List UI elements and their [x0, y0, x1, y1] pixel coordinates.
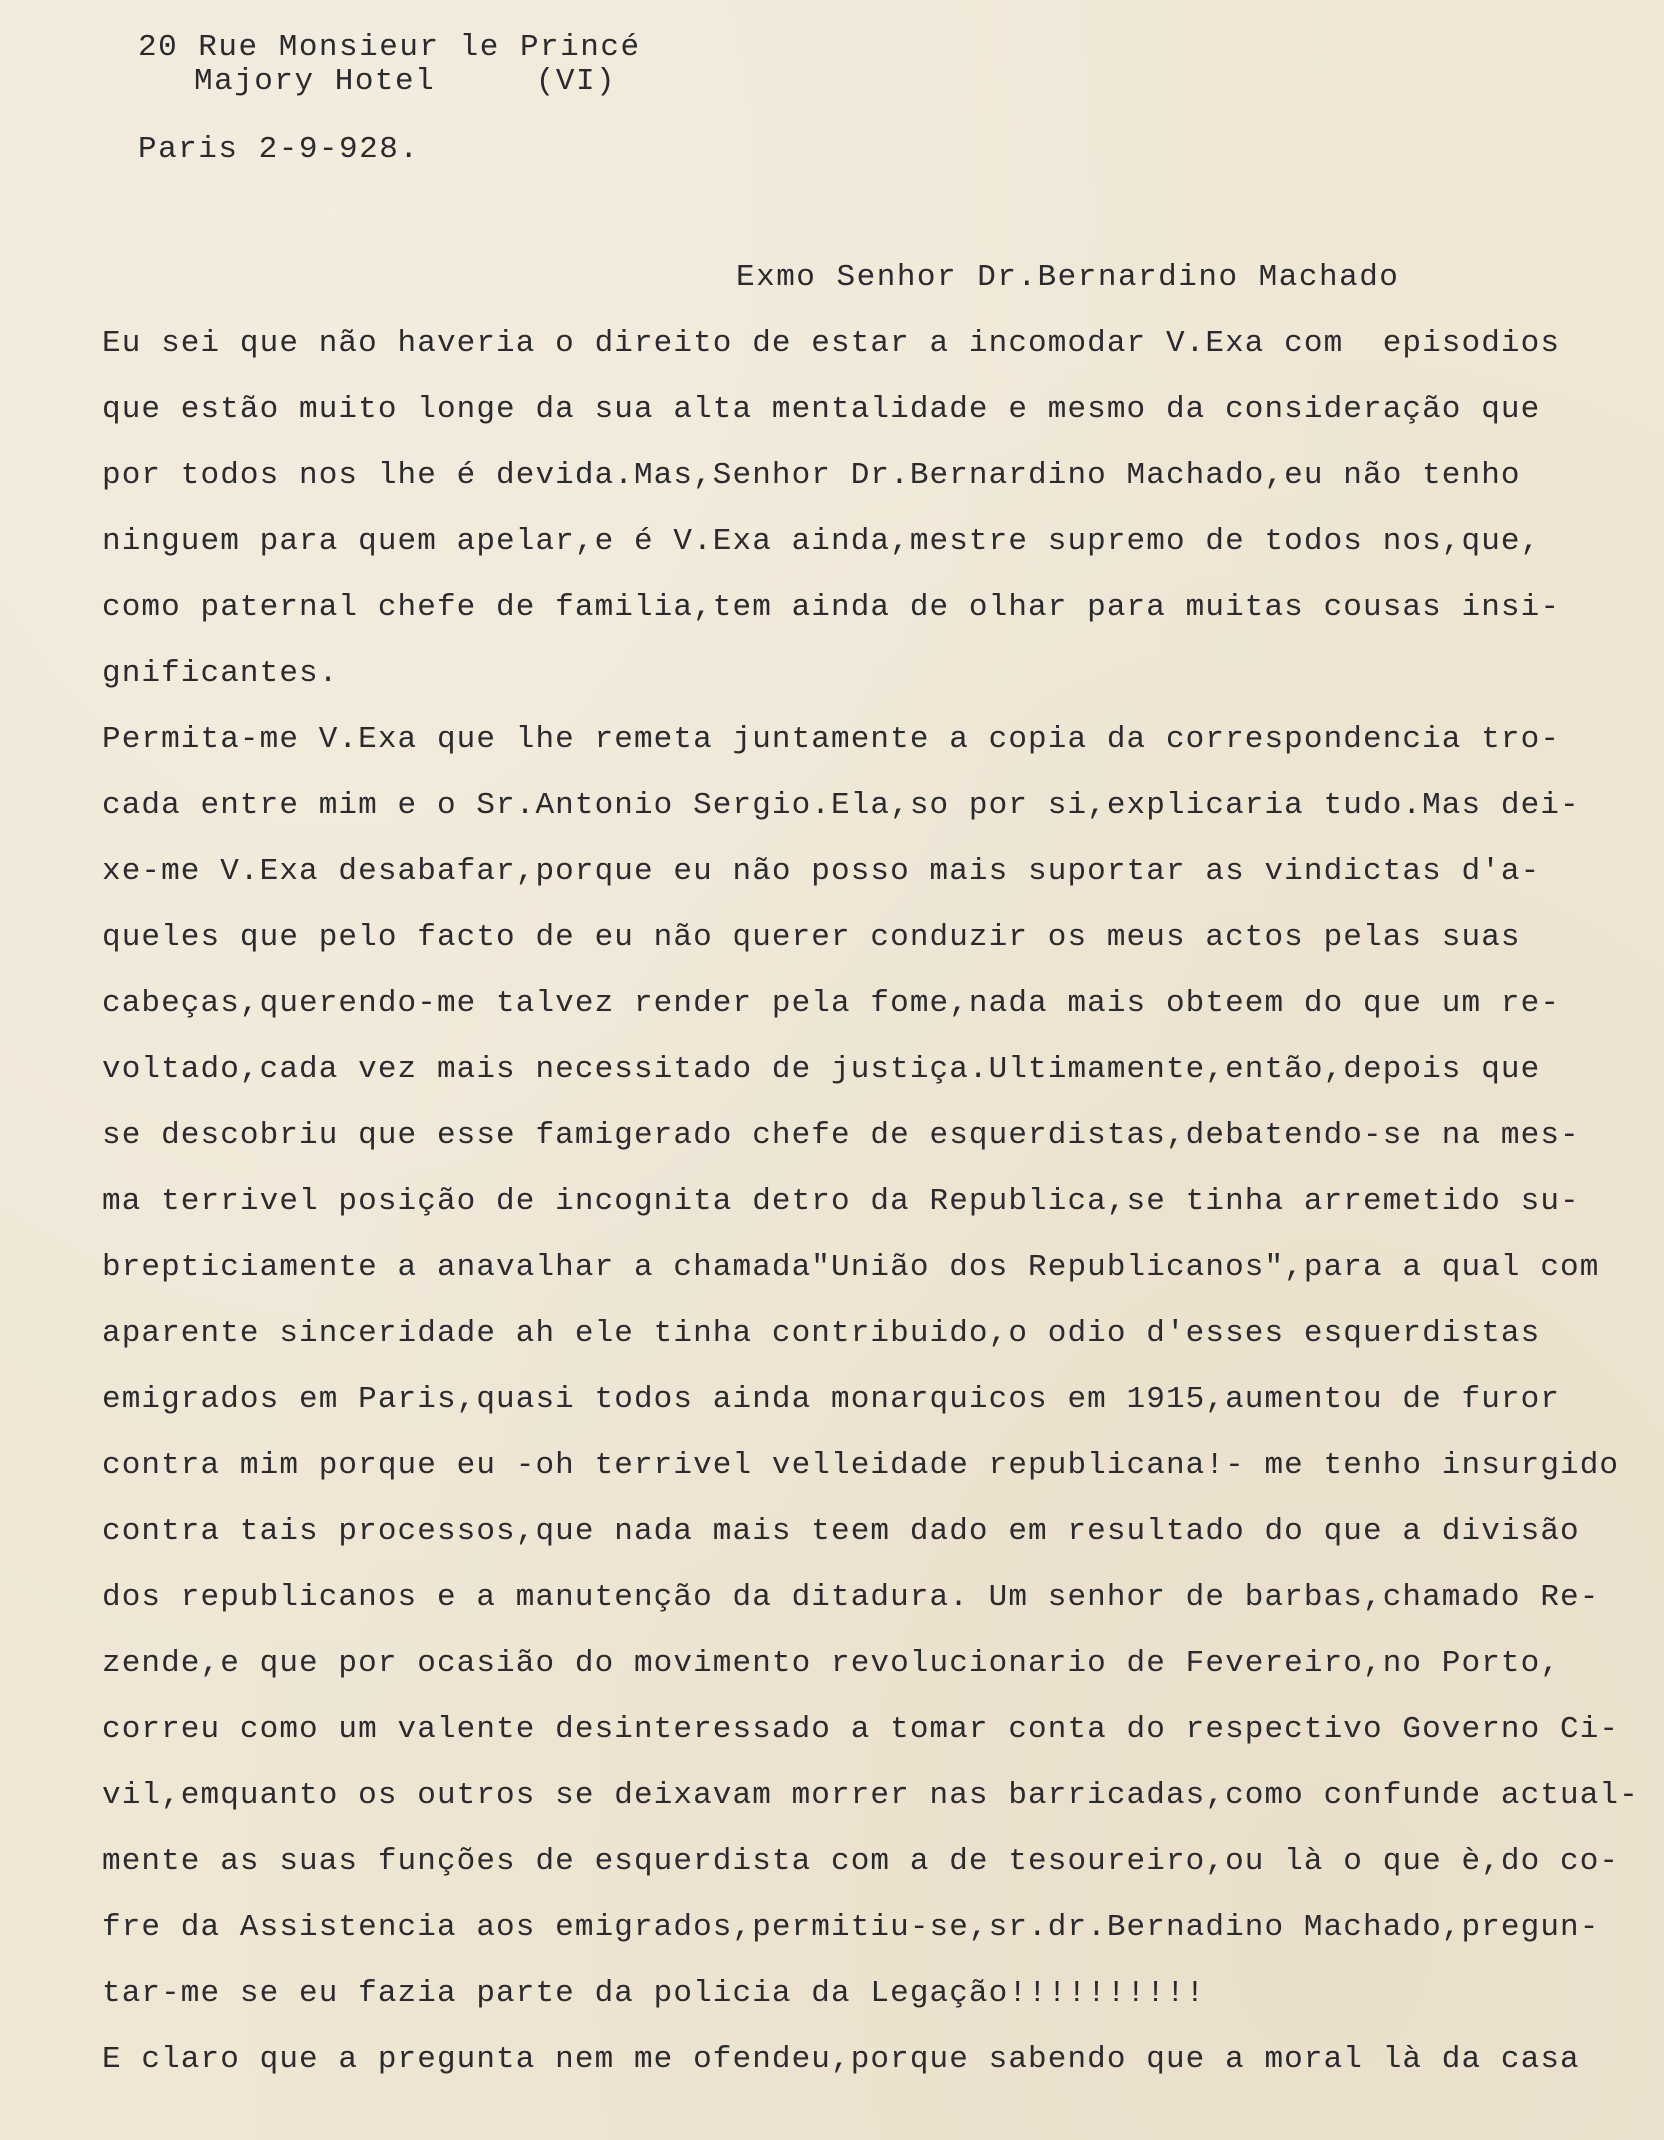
body-line: voltado,cada vez mais necessitado de justiça.Ultimamente,então,depois que — [102, 1052, 1541, 1087]
body-line: ninguem para quem apelar,e é V.Exa ainda,mestre supremo de todos nos,que, — [102, 524, 1541, 559]
body-line: correu como um valente desinteressado a tomar conta do respectivo Governo Ci- — [102, 1712, 1620, 1747]
body-line: xe-me V.Exa desabafar,porque eu não posso mais suportar as vindictas d'a- — [102, 854, 1541, 889]
body-line: zende,e que por ocasião do movimento revolucionario de Fevereiro,no Porto, — [102, 1646, 1561, 1681]
body-line: mente as suas funções de esquerdista com a de tesoureiro,ou là o que è,do co- — [102, 1844, 1620, 1879]
body-line: brepticiamente a anavalhar a chamada"União dos Republicanos",para a qual com — [102, 1250, 1600, 1285]
body-line: Permita-me V.Exa que lhe remeta juntamente a copia da correspondencia tro- — [102, 722, 1561, 757]
body-line: cada entre mim e o Sr.Antonio Sergio.Ela,so por si,explicaria tudo.Mas dei- — [102, 788, 1580, 823]
body-line: aparente sinceridade ah ele tinha contribuido,o odio d'esses esquerdistas — [102, 1316, 1541, 1351]
body-line: E claro que a pregunta nem me ofendeu,porque sabendo que a moral là da casa — [102, 2042, 1580, 2077]
body-line: vil,emquanto os outros se deixavam morrer nas barricadas,como confunde actual- — [102, 1778, 1639, 1813]
letter-date: Paris 2-9-928. — [138, 132, 420, 167]
body-line: fre da Assistencia aos emigrados,permitiu-se,sr.dr.Bernadino Machado,pregun- — [102, 1910, 1600, 1945]
body-line: como paternal chefe de familia,tem ainda de olhar para muitas cousas insi- — [102, 590, 1561, 625]
address-line-2: Majory Hotel (VI) — [194, 64, 617, 99]
body-line: que estão muito longe da sua alta mentalidade e mesmo da consideração que — [102, 392, 1541, 427]
body-line: por todos nos lhe é devida.Mas,Senhor Dr.Bernardino Machado,eu não tenho — [102, 458, 1521, 493]
body-line: gnificantes. — [102, 656, 339, 691]
body-line: tar-me se eu fazia parte da policia da Legação!!!!!!!!!! — [102, 1976, 1206, 2011]
body-line: emigrados em Paris,quasi todos ainda monarquicos em 1915,aumentou de furor — [102, 1382, 1561, 1417]
body-line: contra tais processos,que nada mais teem dado em resultado do que a divisão — [102, 1514, 1580, 1549]
body-line: dos republicanos e a manutenção da ditadura. Um senhor de barbas,chamado Re- — [102, 1580, 1600, 1615]
body-line: se descobriu que esse famigerado chefe de esquerdistas,debatendo-se na mes- — [102, 1118, 1580, 1153]
address-line-1: 20 Rue Monsieur le Princé — [138, 30, 641, 65]
body-line: Eu sei que não haveria o direito de estar a incomodar V.Exa com episodios — [102, 326, 1561, 361]
body-line: ma terrivel posição de incognita detro da Republica,se tinha arremetido su- — [102, 1184, 1580, 1219]
body-line: contra mim porque eu -oh terrivel velleidade republicana!- me tenho insurgido — [102, 1448, 1620, 1483]
body-line: queles que pelo facto de eu não querer conduzir os meus actos pelas suas — [102, 920, 1521, 955]
body-line: cabeças,querendo-me talvez render pela fome,nada mais obteem do que um re- — [102, 986, 1561, 1021]
salutation: Exmo Senhor Dr.Bernardino Machado — [736, 260, 1400, 295]
